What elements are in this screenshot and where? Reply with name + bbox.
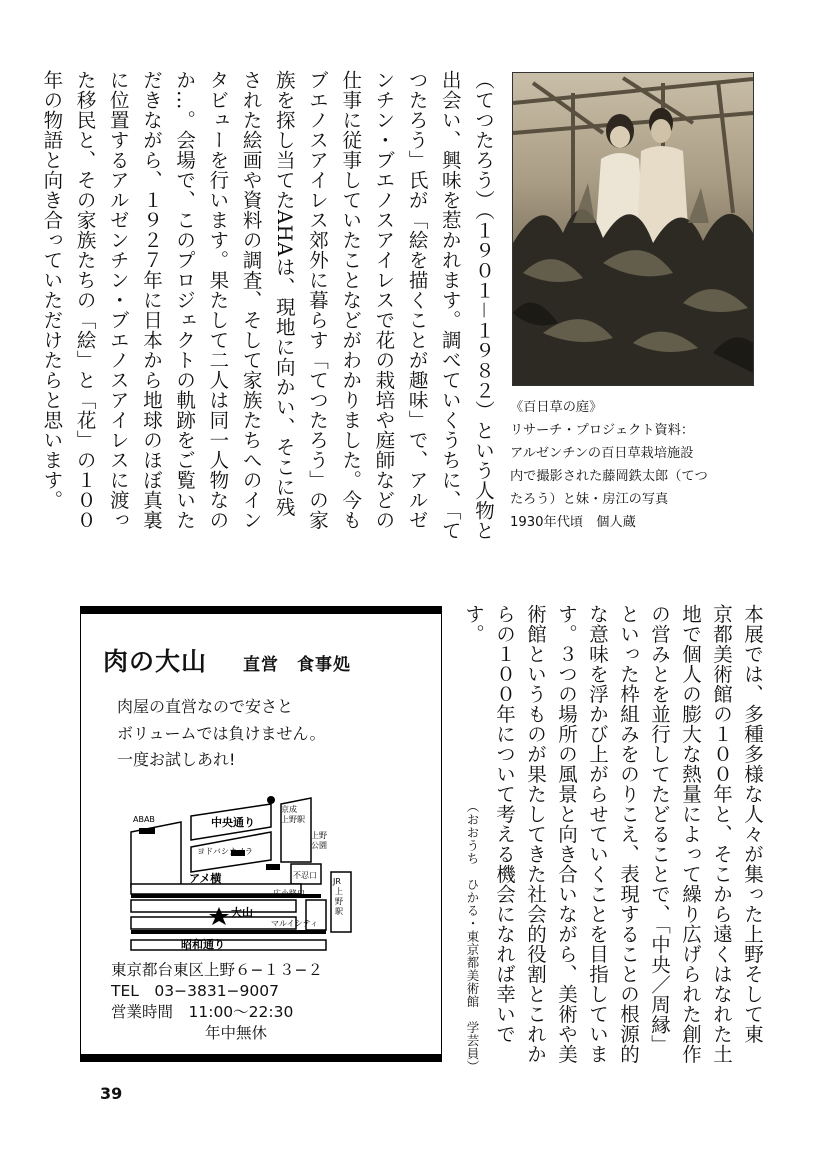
ad-slogan-line: 一度お試しあれ! [117,750,236,769]
caption-line: リサーチ・プロジェクト資料： [510,423,695,438]
article-top-column: （てつたろう）（１９０１－１９８２）という人物と 出会い、興味を惹かれます。調べていくうちに、「て つたろう」氏が「絵を描くことが趣味」で、アルゼ ンチン・ブエノスアイレスで花の栽培や庭師などの 仕事に従事していたことなどがわかりました。今も ブエノスアイレス郊外に暮らす「てつたろう」の家 族を探し当てたAHAは、現地に向かい、そこに残 された絵画や資料の調査、そして家族たちへのイン タビューを行います。果たして二人は同一人物なの か…。会場で、このプロジェクトの軌跡をご覧いた だきながら、１９２７年に日本から地球のほぼ真裏 に位置するアルゼンチン・ブエノスアイレスに渡っ た移民と、その家族たちの「絵」と「花」の１００ 年の物語と向き合っていただけたらと思います。 [40,70,495,541]
ad-slogan-line: 肉屋の直営なので安さと [117,697,294,716]
caption-line: 内で撮影された藤岡鉄太郎（てつ [510,469,708,484]
ad-restaurant-name: 肉の大山 [103,647,208,676]
map-label-keisei-ueno: 上野駅 [281,815,305,824]
author-credit: （おおうち ひかる・東京都美術館 学芸員） [465,800,480,1073]
ad-slogan-line: ボリュームでは負けません。 [117,723,326,743]
ad-address: 東京都台東区上野６−１３−２ [111,961,323,979]
ad-slogan [117,694,325,774]
ad-tel: TEL 03−3831−9007 [111,982,279,1000]
map-label-ameyoko: アメ横 [189,872,222,885]
map-label-yodobashi: ヨドバシカメラ [197,847,253,856]
map-label-jr-3: 野 [335,897,343,906]
caption-line: 1930年代頃 個人蔵 [510,515,636,530]
map-label-showa-dori: 昭和通り [181,938,225,951]
map-label-hirokoji: 広小路口 [273,889,305,898]
article-bottom-column: 本展では、多種多様な人々が集った上野そして東 京都美術館の１００年と、そこから遠くはなれた土 地で個人の膨大な熱量によって繰り広げられた創作 の営みとを並行してたどることで、「中央／周縁」 といった枠組みをのりこえ、表現することの根源的 な意味を浮かび上がらせていくことを目指していま す。３つの場所の風景と向き合いながら、美術や美 術館というものが果たしてきた社会的役割とこれか らの１００年について考える機会になれば幸いです。 [462,604,764,1064]
restaurant-advertisement [80,606,442,1062]
map-label-keisei: 京成 [281,805,297,814]
ad-hours: 営業時間 11:00〜22:30 [111,1003,294,1021]
page-number: 39 [100,1084,123,1103]
historical-photo [512,72,754,386]
map-label-jr-2: 上 [335,887,343,896]
photo-caption [510,396,780,534]
caption-line: たろう）と妹・房江の写真 [510,492,669,507]
caption-line: アルゼンチンの百日草栽培施設 [510,446,694,461]
map-label-abab: ABAB [133,815,155,824]
map-label-shinobazu: 不忍口 [293,871,317,880]
map-label-jr: JR [333,877,341,886]
caption-line: 《百日草の庭》 [510,400,603,415]
map-label-jr-4: 駅 [335,907,343,916]
map-label-marui: マルイシティ [271,919,318,928]
map-label-ueno-park-2: 公園 [311,841,327,850]
map-label-oyama: 大山 [231,906,253,919]
map-label-ueno-park: 上野 [311,831,327,840]
map-label-chuo-dori: 中央通り [211,816,255,829]
ad-contact-info [111,960,323,1044]
ad-restaurant-type: 直営 食事処 [243,655,351,675]
ad-location-map [121,792,421,952]
ad-closed-days: 年中無休 [205,1024,268,1042]
